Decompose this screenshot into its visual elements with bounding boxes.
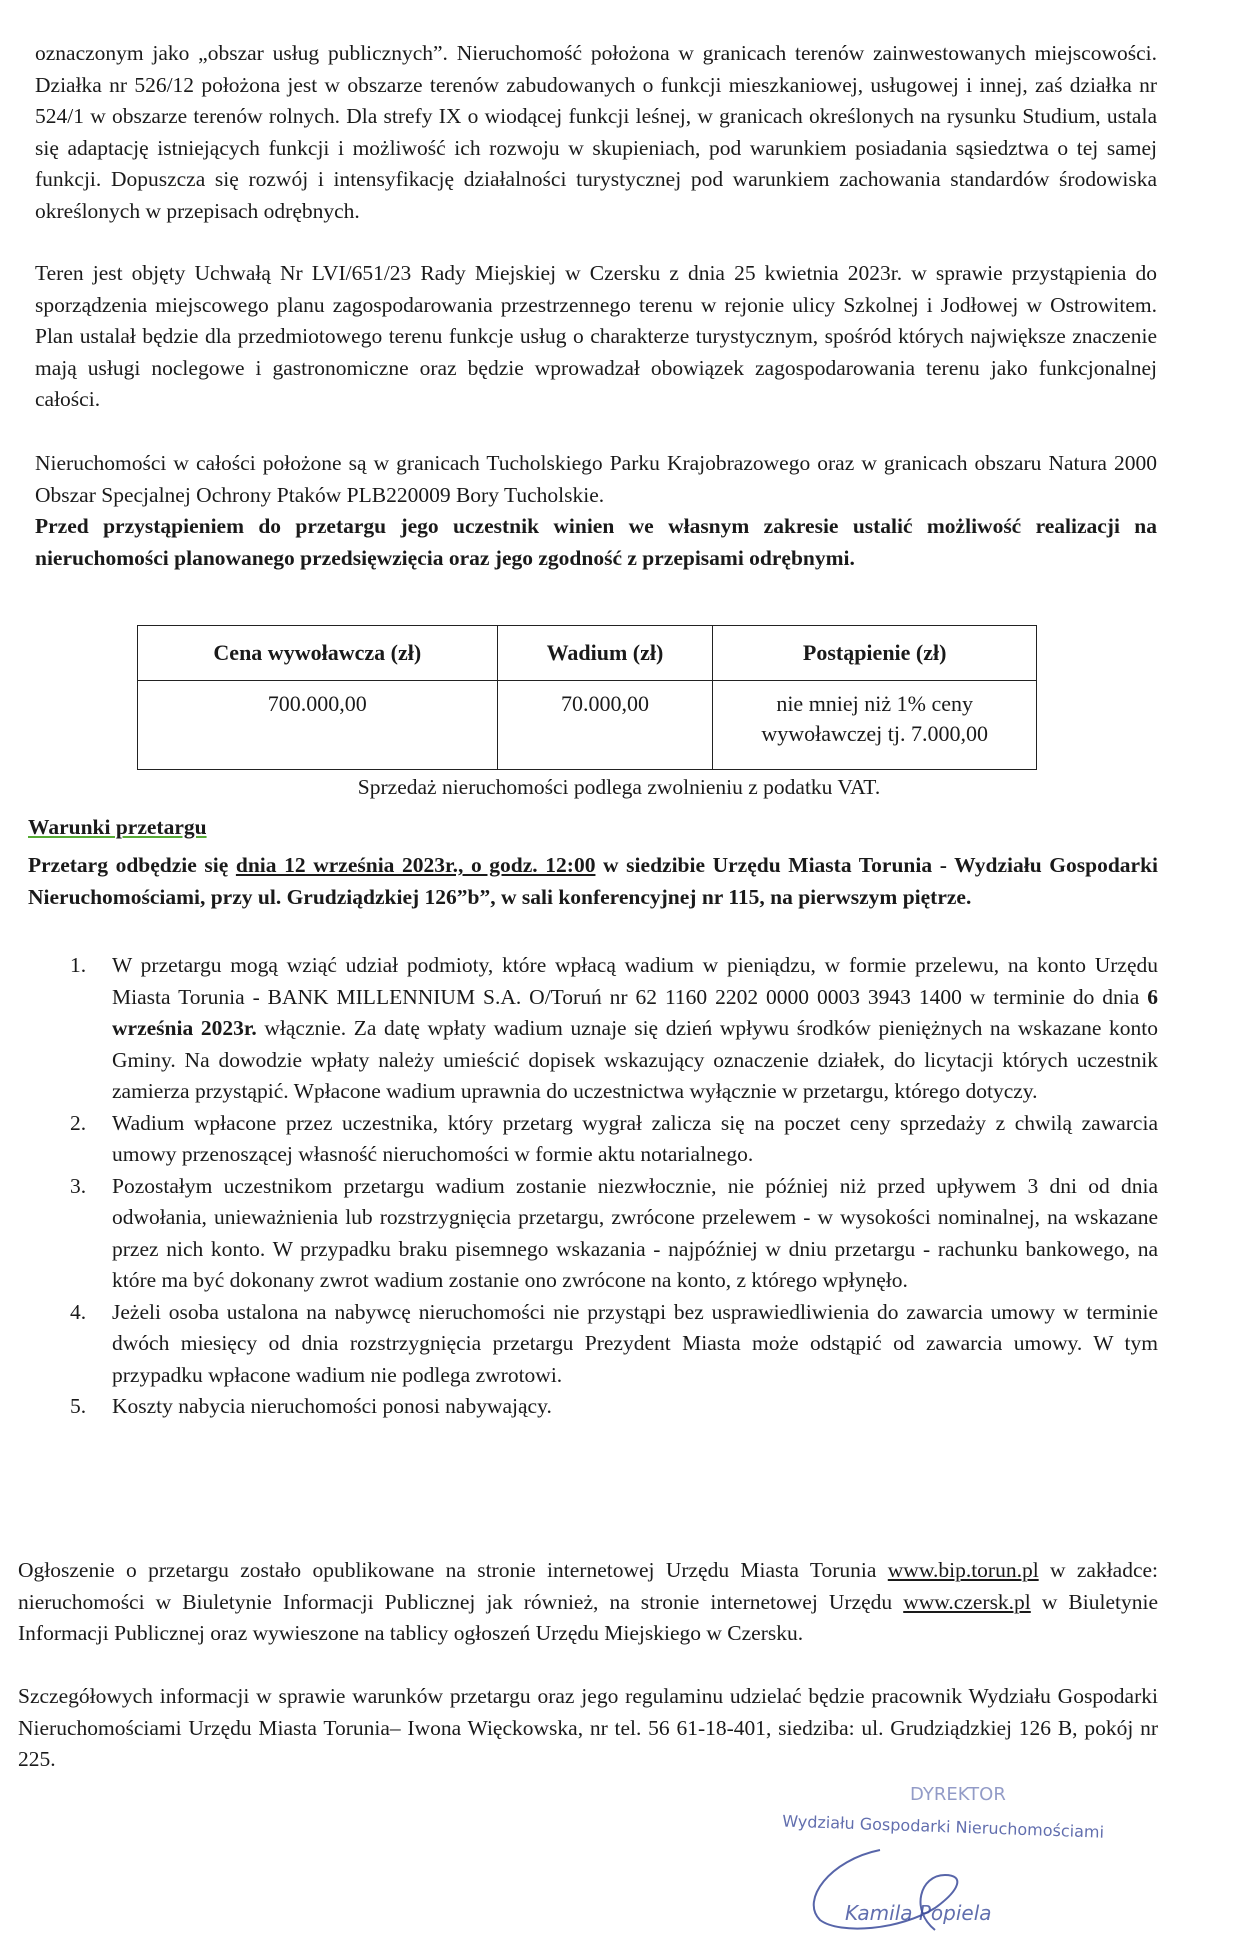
price-table-header-row — [138, 626, 1037, 681]
price-table-header: Wadium (zł) — [497, 626, 713, 681]
publication-text: w Biuletynie Informacji Publicznej oraz wywieszone na tablicy ogłoszeń Urzędu Miejskiego w Czersku. — [18, 1589, 1158, 1645]
bip-torun-link[interactable]: www.bip.torun.pl — [887, 1558, 1039, 1582]
list-number: 3. — [70, 1173, 87, 1198]
list-number: 4. — [70, 1299, 87, 1324]
paragraph-protected-areas: Nieruchomości w całości położone są w granicach Tucholskiego Parku Krajobrazowego oraz w granicach obszaru Natura 2000 Obszar Specjalnej Ochrony Ptaków PLB220009 Bory Tucholskie. — [35, 451, 1157, 507]
price-table — [137, 625, 1037, 770]
czersk-link[interactable]: www.czersk.pl — [903, 1589, 1031, 1614]
list-item-text: Pozostałym uczestnikom przetargu wadium zostanie niezwłocznie, nie później niż przed upływem 3 dni od dnia odwołania, unieważnienia lub rozstrzygnięcia przetargu, zwrócone przelewem - w wysokości nominalnej, na wskazane przez nich konto. W przypadku braku pisemnego wskazania - najpóźniej w dniu przetargu - rachunku bankowego, na które ma być dokonany zwrot wadium zostanie ono zwrócone na konto, z którego wpłynęło. — [112, 1173, 1158, 1292]
publication-paragraph — [18, 1555, 1158, 1650]
stamp-title: DYREKTOR — [910, 1784, 1006, 1805]
publication-text: w zakładce: nieruchomości w Biuletynie Informacji Publicznej jak również, na stronie internetowej Urzędu — [18, 1558, 1159, 1614]
price-table-header: Cena wywoławcza (zł) — [138, 626, 498, 681]
vat-note: Sprzedaż nieruchomości podlega zwolnieniu z podatku VAT. — [357, 775, 881, 799]
deposit-cell: 70.000,00 — [497, 681, 713, 770]
list-item-text: Koszty nabycia nieruchomości ponosi nabywający. — [112, 1394, 552, 1418]
list-item — [28, 1171, 1158, 1297]
paragraph-participant-notice: Przed przystąpieniem do przetargu jego uczestnik winien we własnym zakresie ustalić możliwość realizacji na nieruchomości planowanego przedsięwzięcia oraz jego zgodność z przepisami odrębnymi. — [35, 514, 1157, 570]
contact-paragraph: Szczegółowych informacji w sprawie warunków przetargu oraz jego regulaminu udzielać będzie pracownik Wydziału Gospodarki Nieruchomościami Urzędu Miasta Torunia– Iwona Więckowska, nr tel. 56 61-18-401, siedziba: ul. Grudziądzkiej 126 B, pokój nr 225. — [18, 1684, 1158, 1771]
price-table-header: Postąpienie (zł) — [713, 626, 1037, 681]
auction-intro-location: w siedzibie Urzędu Miasta Torunia - Wydziału Gospodarki Nieruchomościami, przy ul. Grudziądzkiej 126”b”, w sali konferencyjnej nr 115, na pierwszym piętrze. — [28, 853, 1159, 909]
signatory-name: Kamila Popiela — [845, 1901, 992, 1925]
list-item-text: Jeżeli osoba ustalona na nabywcę nieruchomości nie przystąpi bez usprawiedliwienia do zawarcia umowy w terminie dwóch miesięcy od dnia rozstrzygnięcia przetargu Prezydent Miasta może odstąpić od zawarcia umowy. W tym przypadku wpłacone wadium nie podlega zwrotowi. — [112, 1299, 1158, 1387]
stamp-department: Wydziału Gospodarki Nieruchomościami — [781, 1811, 1105, 1842]
list-number: 2. — [70, 1110, 87, 1135]
list-item — [28, 1108, 1158, 1171]
paragraph-study-zones: oznaczonym jako „obszar usług publicznych”. Nieruchomość położona w granicach terenów zainwestowanych miejscowości. Działka nr 526/12 położona jest w obszarze terenów zabudowanych o funkcji mieszkaniowej, usługowej i innej, zaś działka nr 524/1 w obszarze terenów rolnych. Dla strefy IX o wiodącej funkcji leśnej, w granicach określonych na rysunku Studium, ustala się adaptację istniejących funkcji i możliwość ich rozwoju w skupieniach, pod warunkiem posiadania sąsiedztwa o tej samej funkcji. Dopuszcza się rozwój i intensyfikację działalności turystycznej pod warunkiem zachowania standardów środowiska określonych w przepisach odrębnych. — [35, 41, 1157, 223]
auction-intro-text: Przetarg odbędzie się — [28, 853, 236, 877]
deposit-deadline: 6 września 2023r. — [112, 984, 1158, 1040]
list-item-text: włącznie. Za datę wpłaty wadium uznaje się dzień wpływu środków pieniężnych na wskazane konto Gminy. Na dowodzie wpłaty należy umieścić dopisek wskazujący oznaczenie działek, do licytacji których uczestnik zamierza przystąpić. Wpłacone wadium uprawnia do uczestnictwa wyłącznie w przetargu, którego dotyczy. — [112, 1016, 1158, 1103]
auction-intro — [28, 850, 1158, 913]
list-item-text: Wadium wpłacone przez uczestnika, który przetarg wygrał zalicza się na poczet ceny sprzedaży z chwilą zawarcia umowy przenoszącej własność nieruchomości w formie aktu notarialnego. — [112, 1110, 1158, 1166]
list-item-text: W przetargu mogą wziąć udział podmioty, które wpłacą wadium w pieniądzu, w formie przelewu, na konto Urzędu Miasta Torunia - BANK MILLENNIUM S.A. O/Toruń nr 62 1160 2202 0000 0003 3943 1400 w terminie do dnia — [112, 953, 1158, 1009]
bid-increment-cell: nie mniej niż 1% ceny wywoławczej tj. 7.000,00 — [713, 681, 1037, 770]
conditions-heading: Warunki przetargu — [28, 815, 207, 839]
list-number: 5. — [70, 1394, 87, 1418]
paragraph-resolution: Teren jest objęty Uchwałą Nr LVI/651/23 Rady Miejskiej w Czersku z dnia 25 kwietnia 2023r. w sprawie przystąpienia do sporządzenia miejscowego planu zagospodarowania przestrzennego terenu w rejonie ulicy Szkolnej i Jodłowej w Ostrowitem. Plan ustalał będzie dla przedmiotowego terenu funkcje usług o charakterze turystycznym, spośród których największe znaczenie mają usługi noclegowe i gastronomiczne oraz będzie wprowadzał obowiązek zagospodarowania terenu jako funkcjonalnej całości. — [35, 261, 1157, 411]
director-signature-stamp — [760, 1780, 1120, 1940]
publication-text: Ogłoszenie o przetargu zostało opublikowane na stronie internetowej Urzędu Miasta Torunia — [18, 1558, 888, 1582]
list-item — [28, 1297, 1158, 1392]
list-item — [28, 1391, 1158, 1423]
list-number: 1. — [70, 953, 87, 977]
price-table-row — [138, 681, 1037, 770]
conditions-list — [28, 950, 1158, 1423]
starting-price-cell: 700.000,00 — [138, 681, 498, 770]
auction-date: dnia 12 września 2023r., o godz. 12:00 — [235, 853, 596, 877]
list-item — [28, 950, 1158, 1108]
